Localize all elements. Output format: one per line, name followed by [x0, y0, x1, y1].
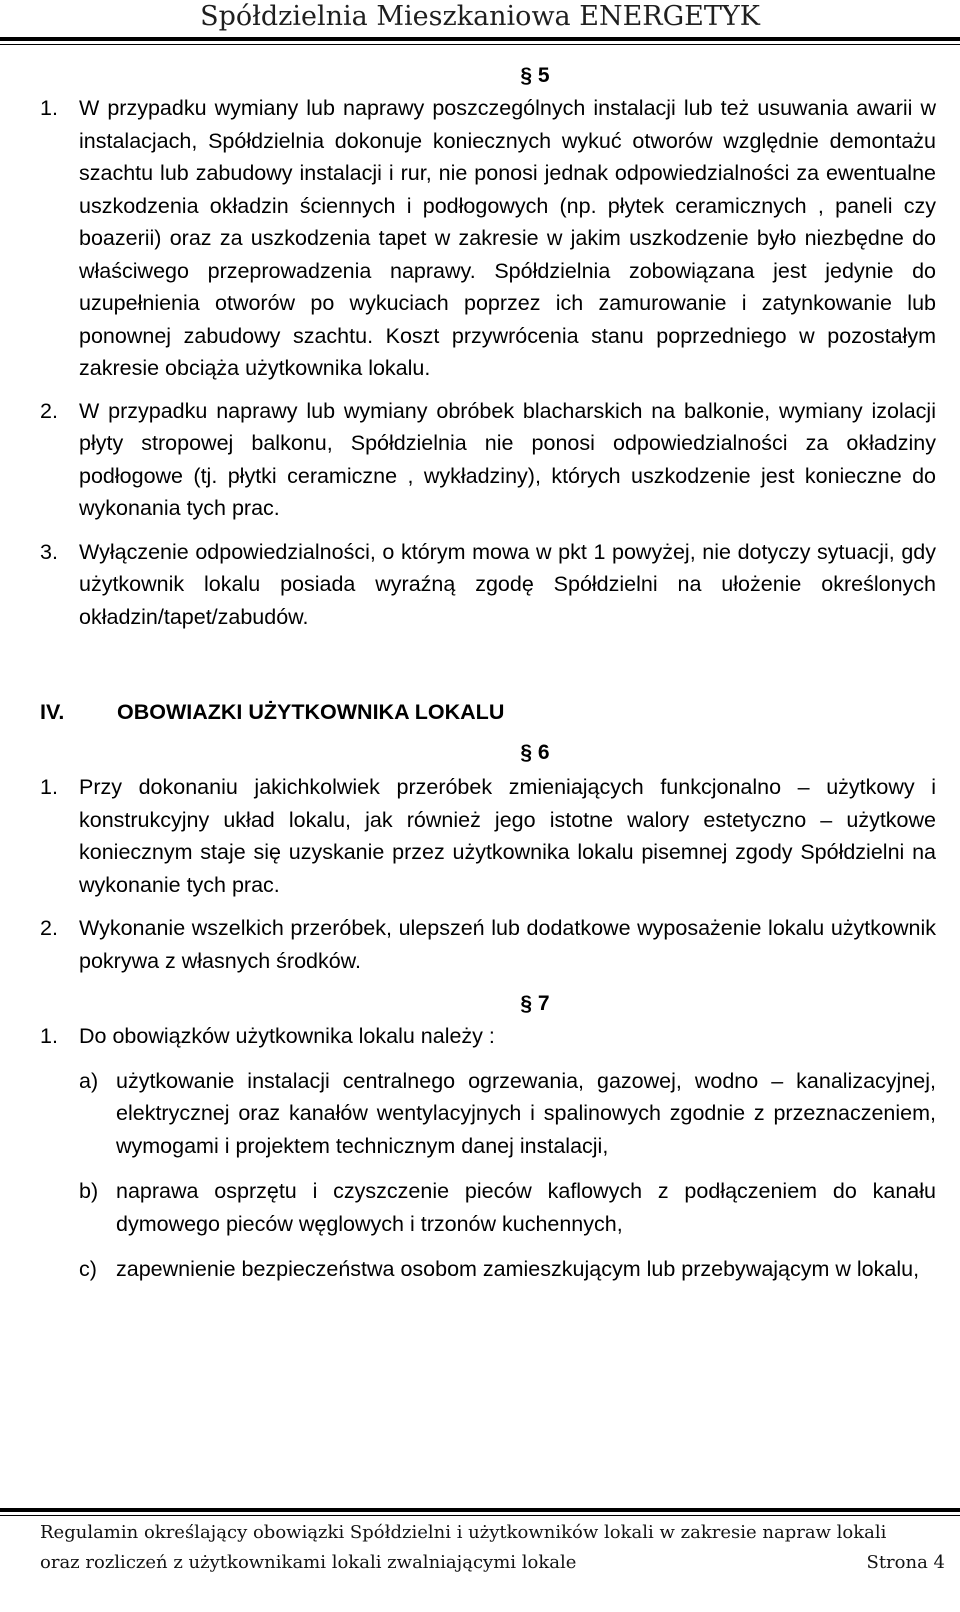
list-item-text: użytkowanie instalacji centralnego ogrzewania, gazowej, wodno – kanalizacyjnej, elektrycznej oraz kanałów wentylacyjnych i spalinowych zgodnie z przeznaczeniem, wymogami i projektem technicznym danej instalacji,: [116, 1068, 936, 1158]
page-footer: [40, 1518, 945, 1578]
paragraph-7-1: [40, 1020, 940, 1053]
list-item-letter: b): [79, 1179, 99, 1203]
footer-line-1: Regulamin określający obowiązki Spółdzielni i użytkowników lokali w zakresie napraw lokali: [40, 1522, 887, 1543]
paragraph-5-1: [40, 92, 940, 385]
paragraph-number: 2.: [40, 398, 58, 423]
list-item-b: [79, 1175, 940, 1240]
paragraph-5-2: [40, 395, 940, 525]
list-item-c: [79, 1253, 940, 1286]
paragraph-6-1: [40, 771, 940, 901]
paragraph-6-2: [40, 912, 940, 977]
paragraph-number: 1.: [40, 96, 58, 120]
page-header-title: Spółdzielnia Mieszkaniowa ENERGETYK: [200, 1, 760, 32]
paragraph-number: 1.: [40, 775, 58, 799]
list-item-letter: c): [79, 1257, 97, 1281]
list-item-text: zapewnienie bezpieczeństwa osobom zamieszkującym lub przebywającym w lokalu,: [116, 1257, 920, 1281]
paragraph-number: 3.: [40, 539, 58, 564]
paragraph-text: Wykonanie wszelkich przeróbek, ulepszeń lub dodatkowe wyposażenie lokalu użytkownik pokrywa z własnych środków.: [79, 916, 936, 973]
document-body: [40, 60, 940, 1286]
paragraph-text: W przypadku wymiany lub naprawy poszczególnych instalacji lub też usuwania awarii w instalacjach, Spółdzielnia dokonuje koniecznych wykuć otworów względnie demontażu szachtu lub zabudowy instalacji i rur, nie ponosi jednak odpowiedzialności za ewentualne uszkodzenia okładzin ściennych i podłogowych (np. płytek ceramicznych , paneli czy boazerii) oraz za uszkodzenia tapet w zakresie w jakim uszkodzenie było niezbędne do właściwego przeprowadzenia naprawy. Spółdzielnia zobowiązana jest jedynie do uzupełnienia otworów po wykuciach poprzez ich zamurowanie i zatynkowanie lub ponownej zabudowy szachtu. Koszt przywrócenia stanu poprzedniego w pozostałym zakresie obciąża użytkownika lokalu.: [79, 96, 936, 380]
section-mark-6: § 6: [520, 741, 550, 764]
chapter-heading: [40, 696, 940, 728]
footer-rule-thin: [0, 1515, 960, 1516]
header-rule: [0, 37, 960, 41]
list-item-text: naprawa osprzętu i czyszczenie pieców kaflowych z podłączeniem do kanału dymowego pieców węglowych i trzonów kuchennych,: [116, 1179, 936, 1236]
paragraph-text: Przy dokonaniu jakichkolwiek przeróbek zmieniających funkcjonalno – użytkowy i konstrukcyjny układ lokalu, jak również jego istotne walory estetyczno – użytkowe koniecznym staje się uzyskanie przez użytkownika lokalu pisemnej zgody Spółdzielni na wykonanie tych prac.: [79, 775, 936, 897]
section-mark-5: § 5: [520, 64, 550, 87]
header-rule-thin: [0, 44, 960, 45]
paragraph-number: 2.: [40, 916, 58, 940]
list-item-a: [79, 1065, 940, 1163]
paragraph-text: Do obowiązków użytkownika lokalu należy :: [79, 1024, 495, 1048]
footer-line-2-text: oraz rozliczeń z użytkownikami lokali zwalniającymi lokale: [40, 1552, 577, 1573]
section-mark-7: § 7: [520, 992, 550, 1015]
chapter-title: OBOWIAZKI UŻYTKOWNIKA LOKALU: [117, 700, 505, 724]
paragraph-text: Wyłączenie odpowiedzialności, o którym mowa w pkt 1 powyżej, nie dotyczy sytuacji, gdy użytkownik lokalu posiada wyraźną zgodę Spółdzielni na ułożenie określonych okładzin/tapet/zabudów.: [79, 539, 936, 629]
page-number: Strona 4: [866, 1552, 945, 1573]
paragraph-number: 1.: [40, 1024, 58, 1048]
paragraph-5-3: [40, 536, 940, 634]
paragraph-text: W przypadku naprawy lub wymiany obróbek blacharskich na balkonie, wymiany izolacji płyty stropowej balkonu, Spółdzielnia nie ponosi odpowiedzialności za okładziny podłogowe (tj. płytki ceramiczne , wykładziny), których uszkodzenie jest konieczne do wykonania tych prac.: [79, 398, 936, 520]
footer-rule: [0, 1508, 960, 1512]
chapter-number: IV.: [40, 700, 65, 724]
footer-line-2: [40, 1548, 945, 1578]
list-item-letter: a): [79, 1068, 99, 1093]
